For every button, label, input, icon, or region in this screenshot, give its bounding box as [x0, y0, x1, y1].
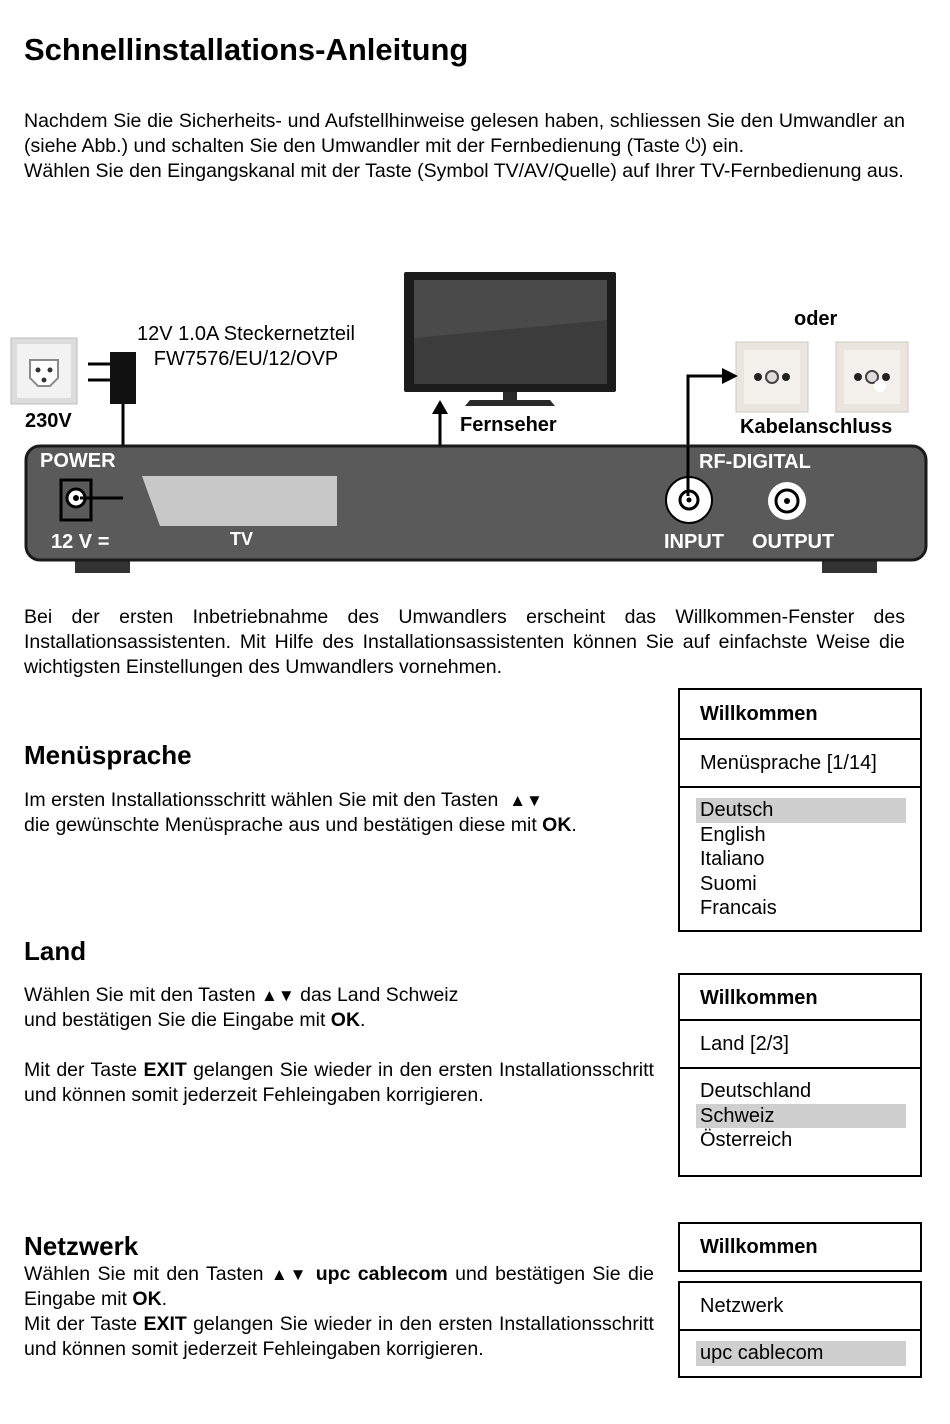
- antenna-socket-2-icon: [836, 342, 908, 412]
- output-port-label: OUTPUT: [752, 531, 835, 553]
- menu-language-text: Im ersten Installationsschritt wählen Sie mit den Tasten ▲▼ die gewünschte Menüsprache aus und bestätigen diese mit OK.: [24, 789, 577, 836]
- section-heading-country: Land: [24, 936, 87, 966]
- scart-tv-label: TV: [230, 529, 254, 549]
- antenna-socket-1-icon: [736, 342, 808, 412]
- network-text: Wählen Sie mit den Tasten ▲▼ upc cablecom und bestätigen Sie die Eingabe mit OK. Mit der Taste EXIT gelangen Sie wieder in den ersten Installationsschritt und können somit jederzeit Fehleingaben korrigieren.: [24, 1263, 655, 1360]
- power-port-label: POWER: [40, 450, 116, 472]
- up-down-arrows-icon: ▲▼: [509, 791, 543, 810]
- dialog-title: Willkommen: [700, 1236, 818, 1258]
- television-icon: [404, 272, 616, 406]
- option-english[interactable]: English: [700, 823, 766, 846]
- option-italiano[interactable]: Italiano: [700, 848, 765, 870]
- dialog-header: Land [2/3]: [680, 1021, 920, 1069]
- intro-text: Nachdem Sie die Sicherheits- und Aufstellhinweise gelesen haben, schliessen Sie den Umwandler an (siehe Abb.) und schalten Sie den Umwandler mit der Fernbedienung (Taste ⏻) ein. Wählen Sie den Eingangskanal mit der Taste (Symbol TV/AV/Quelle) auf Ihrer TV-Fernbedienung aus.: [24, 110, 905, 182]
- option-deutsch[interactable]: Deutsch: [696, 798, 906, 823]
- rf-digital-label: RF-DIGITAL: [699, 451, 811, 473]
- wall-socket-icon: [11, 338, 77, 404]
- option-list: [680, 1331, 920, 1366]
- country-text: Wählen Sie mit den Tasten ▲▼ das Land Schweiz und bestätigen Sie die Eingabe mit OK. Mit der Taste EXIT gelangen Sie wieder in den ersten Installationsschritt und können somit jederzeit Fehleingaben korrigieren.: [24, 984, 654, 1106]
- cable-connection-label: Kabelanschluss: [740, 416, 893, 438]
- menu-language-dialog: [678, 688, 922, 932]
- network-dialog: [678, 1281, 922, 1378]
- page-title: Schnellinstallations-Anleitung: [24, 32, 469, 67]
- socket-voltage-label: 230V: [25, 410, 72, 432]
- up-down-arrows-icon: ▲▼: [261, 986, 295, 1005]
- option-suomi[interactable]: Suomi: [700, 872, 757, 895]
- network-dialog-title-box: [678, 1222, 922, 1272]
- oder-label: oder: [794, 308, 838, 330]
- dialog-title: Willkommen: [680, 975, 920, 1021]
- section-heading-menu-language: Menüsprache: [24, 740, 192, 770]
- dialog-title: Willkommen: [680, 690, 920, 740]
- section-heading-network: Netzwerk: [24, 1231, 139, 1261]
- option-schweiz[interactable]: Schweiz: [696, 1104, 906, 1129]
- adapter-label: 12V 1.0A Steckernetzteil FW7576/EU/12/OVP: [137, 323, 355, 370]
- power-icon: ⏻: [685, 135, 701, 157]
- option-deutschland[interactable]: Deutschland: [700, 1080, 812, 1102]
- option-francais[interactable]: Francais: [700, 897, 777, 919]
- voltage-port-label: 12 V =: [51, 531, 110, 553]
- option-oesterreich[interactable]: Österreich: [700, 1129, 793, 1151]
- country-dialog: [678, 973, 922, 1177]
- dialog-header: Menüsprache [1/14]: [680, 740, 920, 788]
- input-port-label: INPUT: [664, 531, 724, 553]
- dialog-header: Netzwerk: [680, 1283, 920, 1331]
- welcome-paragraph: Bei der ersten Inbetriebnahme des Umwandlers erscheint das Willkommen-Fenster des Installationsassistenten. Mit Hilfe des Installationsassistenten können Sie auf einfachste Weise die wichtigsten Einstellungen des Umwandlers vornehmen.: [24, 606, 905, 678]
- tv-label: Fernseher: [460, 414, 557, 436]
- option-upc-cablecom[interactable]: upc cablecom: [696, 1341, 906, 1366]
- up-down-arrows-icon: ▲▼: [270, 1265, 309, 1284]
- option-list: [680, 1069, 920, 1153]
- option-list: [680, 788, 920, 921]
